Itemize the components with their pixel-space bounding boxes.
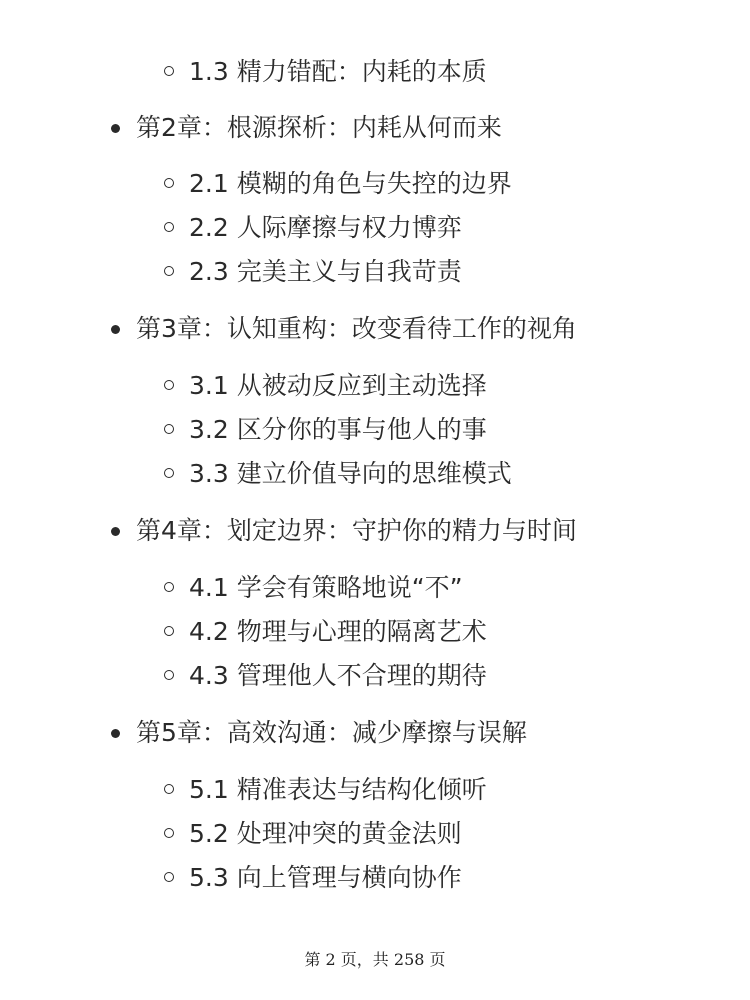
hollow-bullet-icon — [164, 872, 174, 882]
toc-section-2-3[interactable] — [0, 252, 750, 292]
hollow-bullet-icon — [164, 784, 174, 794]
toc-chapter-4[interactable] — [0, 511, 750, 551]
hollow-bullet-icon — [164, 66, 174, 76]
toc-section-5-2[interactable] — [0, 814, 750, 854]
toc-section-4-3[interactable] — [0, 656, 750, 696]
solid-bullet-icon — [111, 527, 120, 536]
toc-section-2-1[interactable] — [0, 164, 750, 204]
toc-section-5-1[interactable] — [0, 770, 750, 810]
toc-section-3-3[interactable] — [0, 454, 750, 494]
hollow-bullet-icon — [164, 380, 174, 390]
toc-item-label: 5.3 向上管理与横向协作 — [189, 863, 462, 892]
toc-section-3-2[interactable] — [0, 410, 750, 450]
toc-item-label: 第4章：划定边界：守护你的精力与时间 — [136, 516, 577, 545]
toc-chapter-3[interactable] — [0, 309, 750, 349]
solid-bullet-icon — [111, 325, 120, 334]
solid-bullet-icon — [111, 729, 120, 738]
toc-item-label: 第3章：认知重构：改变看待工作的视角 — [136, 314, 577, 343]
toc-item-label: 3.1 从被动反应到主动选择 — [189, 371, 487, 400]
toc-item-label: 4.3 管理他人不合理的期待 — [189, 661, 487, 690]
toc-item-label: 3.3 建立价值导向的思维模式 — [189, 459, 512, 488]
toc-item-label: 5.2 处理冲突的黄金法则 — [189, 819, 462, 848]
toc-item-label: 第2章：根源探析：内耗从何而来 — [136, 113, 502, 142]
page-number-footer: 第 2 页，共 258 页 — [304, 950, 446, 969]
toc-section-5-3[interactable] — [0, 858, 750, 898]
toc-item-label: 3.2 区分你的事与他人的事 — [189, 415, 487, 444]
toc-section-2-2[interactable] — [0, 208, 750, 248]
hollow-bullet-icon — [164, 266, 174, 276]
toc-item-label: 2.1 模糊的角色与失控的边界 — [189, 169, 512, 198]
toc-section-1-3[interactable] — [0, 52, 750, 92]
hollow-bullet-icon — [164, 178, 174, 188]
toc-item-label: 4.1 学会有策略地说“不” — [189, 573, 463, 602]
hollow-bullet-icon — [164, 828, 174, 838]
hollow-bullet-icon — [164, 468, 174, 478]
toc-section-4-2[interactable] — [0, 612, 750, 652]
toc-item-label: 5.1 精准表达与结构化倾听 — [189, 775, 487, 804]
hollow-bullet-icon — [164, 424, 174, 434]
toc-item-label: 2.3 完美主义与自我苛责 — [189, 257, 462, 286]
toc-section-4-1[interactable] — [0, 568, 750, 608]
solid-bullet-icon — [111, 124, 120, 133]
toc-chapter-5[interactable] — [0, 713, 750, 753]
toc-item-label: 2.2 人际摩擦与权力博弈 — [189, 213, 462, 242]
toc-section-3-1[interactable] — [0, 366, 750, 406]
hollow-bullet-icon — [164, 222, 174, 232]
hollow-bullet-icon — [164, 670, 174, 680]
toc-item-label: 1.3 精力错配：内耗的本质 — [189, 57, 487, 86]
hollow-bullet-icon — [164, 626, 174, 636]
toc-chapter-2[interactable] — [0, 108, 750, 148]
toc-item-label: 4.2 物理与心理的隔离艺术 — [189, 617, 487, 646]
hollow-bullet-icon — [164, 582, 174, 592]
toc-item-label: 第5章：高效沟通：减少摩擦与误解 — [136, 718, 527, 747]
